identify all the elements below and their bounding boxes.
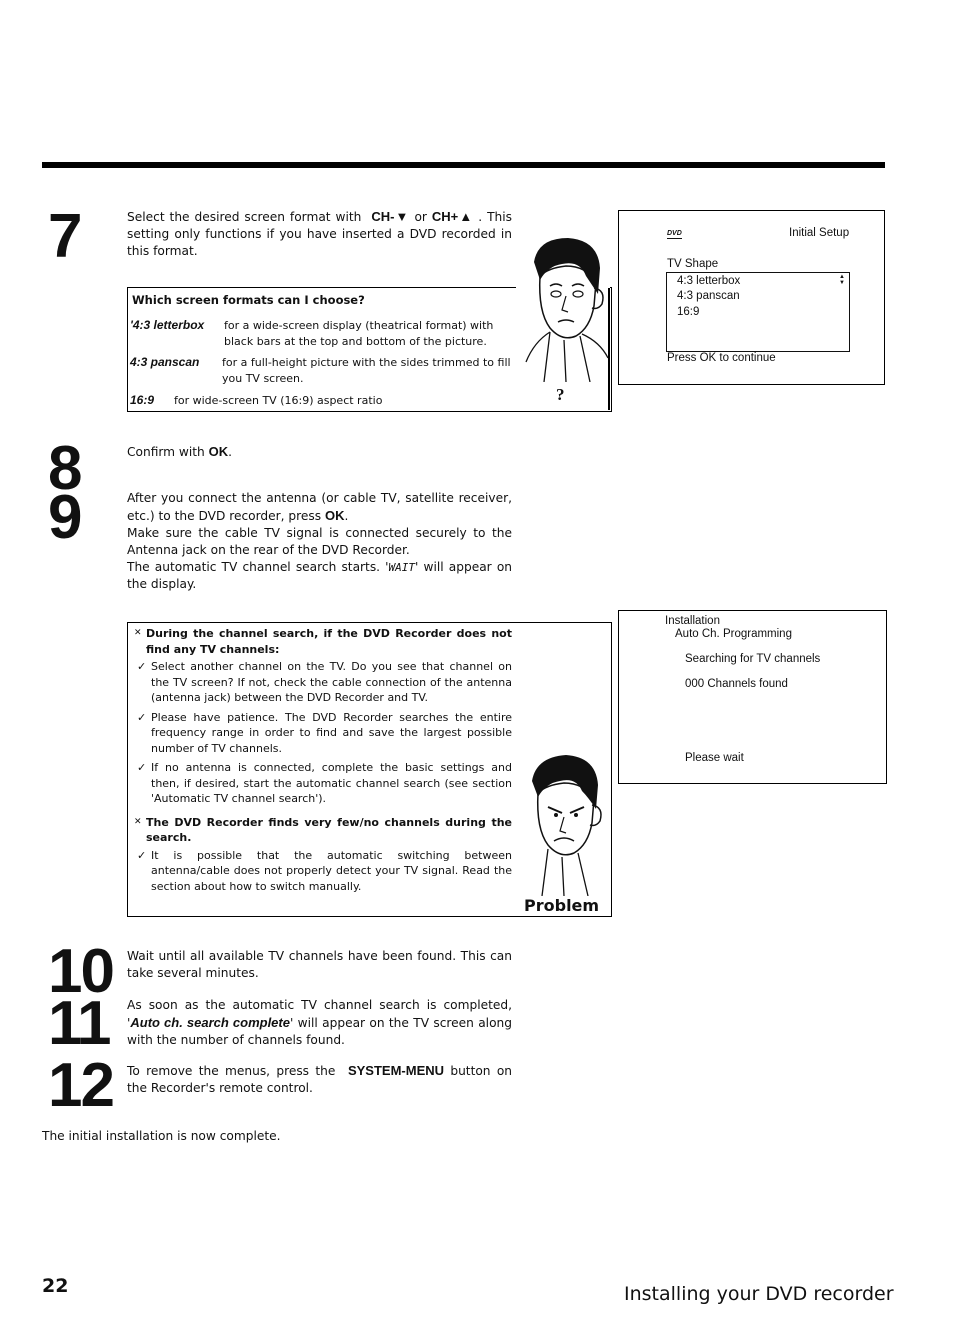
searching-text: Searching for TV channels (685, 653, 821, 665)
option-letterbox[interactable]: 4:3 letterbox (677, 275, 741, 287)
step8-text: Confirm with OK. (127, 444, 233, 459)
ch-up-key: CH+▲ (431, 209, 474, 224)
check-icon: ✓ (137, 761, 147, 774)
box-right-edge (608, 288, 610, 410)
step-number-8: 8 (48, 434, 81, 503)
wait-display-text: WAIT (388, 561, 416, 574)
step10-text: Wait until all available TV channels have been found. This can take several minutes. (127, 949, 512, 980)
ok-key-2: OK (324, 508, 345, 523)
tv-shape-list (666, 272, 850, 352)
auto-programming-title: Auto Ch. Programming (675, 628, 792, 640)
step-number-11: 11 (48, 989, 110, 1058)
tip-item: ✓ Select another channel on the TV. Do you see that channel on the TV screen? If not, check the cable connection of the antenna (antenna jack) between the DVD Recorder and TV. (137, 660, 512, 704)
ch-down-key: CH-▼ (371, 209, 410, 224)
term-letterbox: '4:3 letterbox (130, 318, 205, 332)
screen-title: Initial Setup (789, 227, 850, 239)
cross-icon: ✕ (134, 628, 142, 638)
page-number: 22 (42, 1275, 69, 1297)
top-rule (42, 162, 885, 168)
term-169: 16:9 (130, 393, 155, 407)
term-panscan: 4:3 panscan (130, 355, 200, 369)
system-menu-key: SYSTEM-MENU (347, 1063, 445, 1078)
step-number-10: 10 (48, 937, 113, 1006)
cross-icon: ✕ (134, 816, 142, 827)
scroll-arrows-icon: ▲ ▼ (839, 274, 845, 286)
check-icon: ✓ (137, 848, 147, 862)
check-icon: ✓ (137, 710, 147, 724)
desc-letterbox: for a wide-screen display (theatrical format) with black bars at the top and bottom of the picture. (224, 319, 494, 348)
option-panscan[interactable]: 4:3 panscan (677, 290, 740, 302)
dvd-logo-icon: DVD (667, 230, 682, 237)
problem-heading-2: ✕ The DVD Recorder finds very few/no channels during the search. (134, 815, 512, 844)
problem-label: Problem (524, 896, 600, 915)
desc-panscan: for a full-height picture with the sides trimmed to fill you TV screen. (222, 356, 511, 385)
initial-setup-screen (618, 210, 885, 385)
tip-title: Which screen formats can I choose? (132, 293, 365, 307)
question-mark: ? (556, 385, 565, 404)
step-number-7: 7 (48, 202, 81, 271)
step7-text: Select the desired screen format with CH-▼ or CH+▲ . This setting only functions if you have inserted a DVD recorded in this format. (127, 209, 513, 258)
check-icon: ✓ (137, 660, 147, 673)
press-ok-text: Press OK to continue (667, 352, 776, 364)
desc-169: for wide-screen TV (16:9) aspect ratio (174, 394, 383, 407)
problem-content (134, 626, 512, 898)
step11-text: As soon as the automatic TV channel search is completed, 'Auto ch. search complete' will appear on the TV screen along with the number of channels found. (127, 998, 512, 1047)
installation-title: Installation (665, 615, 720, 627)
installation-screen (618, 610, 887, 784)
step-number-9: 9 (48, 483, 81, 552)
problem-box (127, 622, 612, 917)
step12-text: To remove the menus, press the SYSTEM-MENU button on the Recorder's remote control. (127, 1063, 513, 1095)
please-wait-text: Please wait (685, 752, 744, 764)
section-title: Installing your DVD recorder (624, 1283, 894, 1305)
frustrated-man-illustration (520, 751, 608, 896)
puzzled-man-illustration (520, 232, 612, 382)
auto-search-complete-text: Auto ch. search complete (130, 1015, 290, 1030)
problem-heading-1: ✕ During the channel search, if the DVD Recorder does not find any TV channels: (134, 627, 512, 656)
tip-item: ✓ It is possible that the automatic switching between antenna/cable does not properly detect your TV signal. Read the section about how to switch manually. (137, 848, 512, 893)
ok-key: OK (208, 444, 229, 459)
tip-item: ✓ If no antenna is connected, complete the basic settings and then, if desired, start the automatic channel search (see section 'Automatic TV channel search'). (137, 761, 512, 805)
tv-shape-label: TV Shape (667, 258, 719, 270)
tip-item: ✓ Please have patience. The DVD Recorder searches the entire frequency range in order to find and save the largest possible number of TV channels. (137, 710, 512, 755)
step-number-12: 12 (48, 1051, 113, 1120)
option-169[interactable]: 16:9 (677, 306, 700, 318)
closing-text: The initial installation is now complete. (42, 1129, 281, 1143)
channels-found-text: 000 Channels found (685, 678, 788, 690)
step9-text: After you connect the antenna (or cable TV, satellite receiver, etc.) to the DVD recorder, press OK. Make sure the cable TV signal is connected securely to the Antenna jack on the rear of the DVD Recorder. The automatic TV channel search starts. 'WAIT' will appear on the display. (127, 491, 512, 591)
